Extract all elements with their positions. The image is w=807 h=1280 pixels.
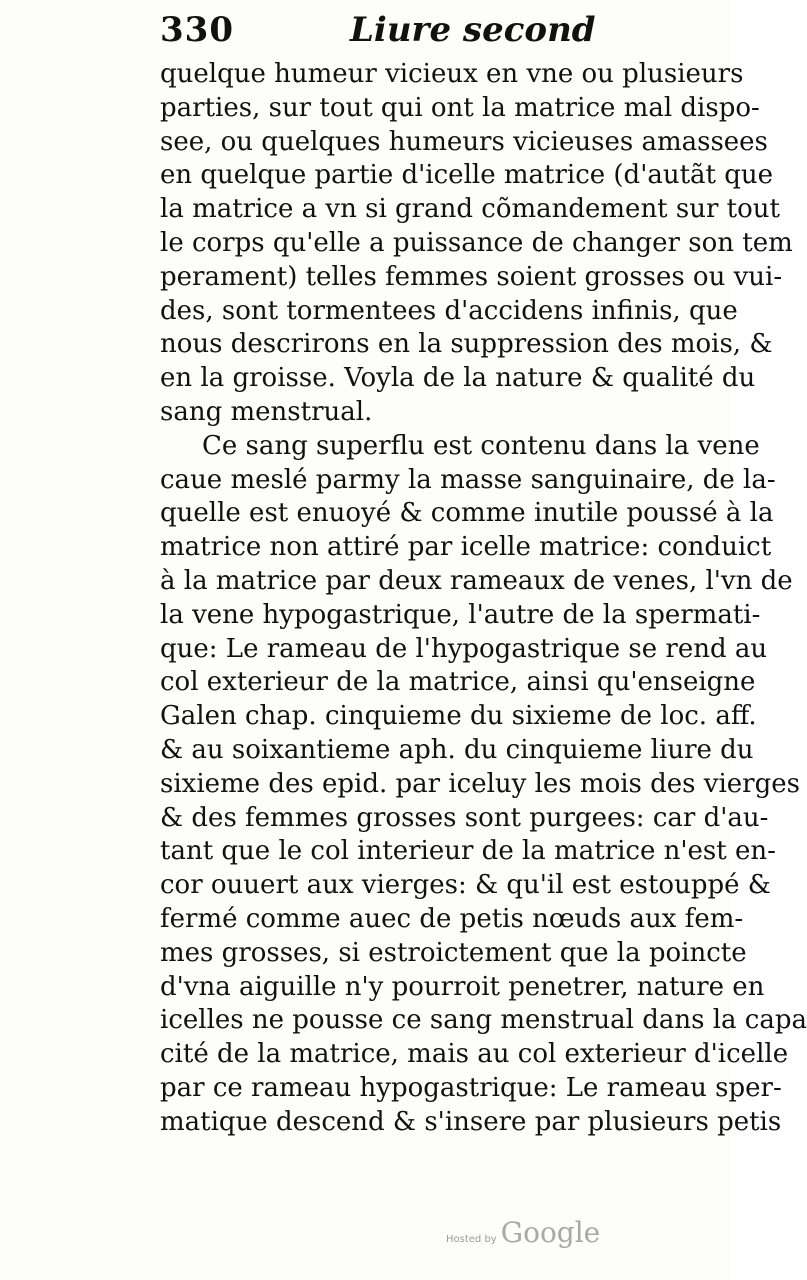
text-line: d'vna aiguille n'y pourroit penetrer, nature en xyxy=(160,971,765,1002)
text-line: caue meslé parmy la masse sanguinaire, de la- xyxy=(160,464,776,495)
text-line: parties, sur tout qui ont la matrice mal dispo- xyxy=(160,92,760,123)
text-line: icelles ne pousse ce sang menstrual dans la capa xyxy=(160,1005,807,1036)
text-line: le corps qu'elle a puissance de changer son tem xyxy=(160,227,793,258)
text-line: see, ou quelques humeurs vicieuses amassees xyxy=(160,126,768,157)
paragraph-end-line: sang menstrual. xyxy=(160,396,373,427)
text-line: en la groisse. Voyla de la nature & qualité du xyxy=(160,363,756,394)
text-line: quelque humeur vicieux en vne ou plusieurs xyxy=(160,59,744,89)
text-line: tant que le col interieur de la matrice n'est en- xyxy=(160,836,776,867)
running-head: Liure second xyxy=(350,10,596,50)
text-line: & des femmes grosses sont purgees: car d'au- xyxy=(160,802,769,833)
google-logo: Google xyxy=(500,1216,601,1249)
text-line: matique descend & s'insere par plusieurs petis xyxy=(160,1106,782,1137)
text-line: Galen chap. cinquieme du sixieme de loc. aff. xyxy=(160,701,757,732)
text-line: fermé comme auec de petis nœuds aux fem- xyxy=(160,903,744,934)
text-line: cité de la matrice, mais au col exterieur d'icelle xyxy=(160,1039,789,1070)
text-line: sixieme des epid. par iceluy les mois des vierges xyxy=(160,768,800,799)
page-number: 330 xyxy=(160,10,234,50)
text-line: col exterieur de la matrice, ainsi qu'enseigne xyxy=(160,667,756,698)
text-line: cor ouuert aux vierges: & qu'il est estouppé & xyxy=(160,870,771,901)
hosted-by-label: Hosted by xyxy=(446,1234,497,1245)
hosted-by-watermark xyxy=(446,1216,616,1256)
text-line: la vene hypogastrique, l'autre de la spermati- xyxy=(160,599,761,630)
text-line: que: Le rameau de l'hypogastrique se rend au xyxy=(160,633,768,664)
text-line: des, sont tormentees d'accidens infinis, que xyxy=(160,295,738,326)
text-line: quelle est enuoyé & comme inutile poussé à la xyxy=(160,498,774,529)
text-line: par ce rameau hypogastrique: Le rameau sper- xyxy=(160,1072,782,1103)
text-line: à la matrice par deux rameaux de venes, l'vn de xyxy=(160,565,793,596)
page-header xyxy=(160,10,710,56)
text-line: la matrice a vn si grand cõmandement sur tout xyxy=(160,194,780,225)
body-text xyxy=(160,58,807,1140)
text-line: nous descrirons en la suppression des mois, & xyxy=(160,329,773,360)
text-line: en quelque partie d'icelle matrice (d'autãt que xyxy=(160,160,774,191)
text-line: & au soixantieme aph. du cinquieme liure du xyxy=(160,734,754,765)
text-line: perament) telles femmes soient grosses ou vui- xyxy=(160,261,783,292)
text-line: matrice non attiré par icelle matrice: conduict xyxy=(160,532,772,563)
text-line: mes grosses, si estroictement que la poincte xyxy=(160,937,747,968)
paragraph-start-line: Ce sang superflu est contenu dans la vene xyxy=(202,430,760,461)
